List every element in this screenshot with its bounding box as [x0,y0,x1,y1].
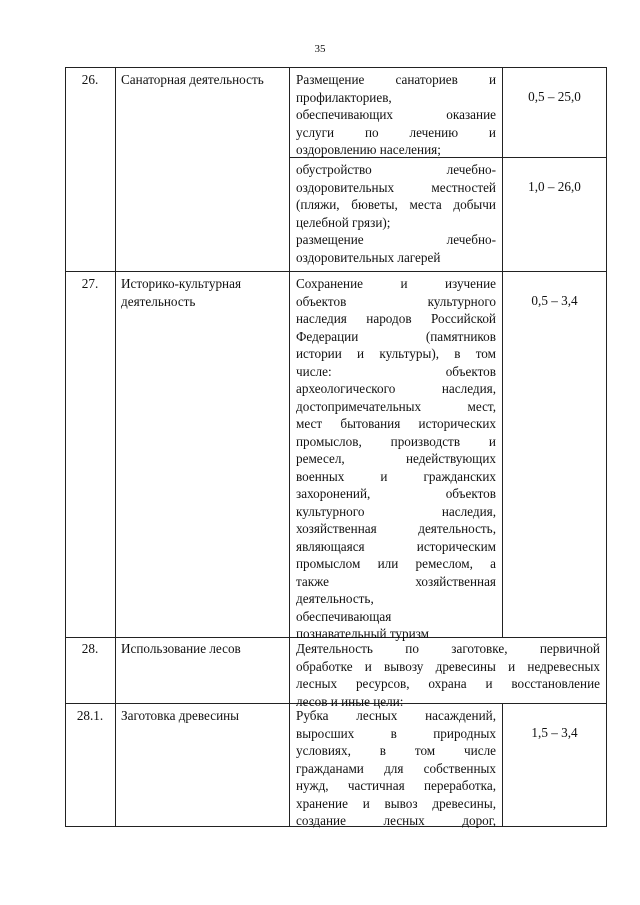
row-divider-26-27 [65,271,607,272]
col-divider-3-upper [502,67,503,637]
row-27-description: Сохранение и изучение объектов культурного наследия народов Российской Федерации (памятников истории и культуры), в том числе: объектов археологического наследия, достопримечательных мест, мест бытования исторических промыслов, производств и ремесел, недействующих военных и гражданских захоронений, объектов культурного наследия, хозяйственная деятельность, являющаяся историческим промыслом или ремеслом, а также хозяйственная деятельность, обеспечивающая познавательный туризм [296,276,496,641]
row-27-name: Историко-культурная деятельность [121,276,242,309]
row-28-name: Использование лесов [121,641,241,656]
row-28-description: Деятельность по заготовке, первичной обработке и вывозу древесины и недревесных лесных ресурсов, охрана и восстановление лесов и иные цели: [296,641,600,709]
table-border-top [65,67,607,68]
table-border-right [606,67,607,827]
row-26-name: Санаторная деятельность [121,72,264,87]
row-27-number: 27. [81,276,99,291]
row-28-1-coefficient: 1,5 – 3,4 [531,725,578,740]
col-divider-2 [289,67,290,827]
row-26-number: 26. [81,72,99,87]
row-26-description-1: Размещение санаториев и профилакториев, обеспечивающих оказание услуги по лечению и оздоровлению населения; [296,72,496,157]
row-28-number: 28. [81,641,99,656]
activity-table [65,67,607,827]
page-number: 35 [314,43,326,55]
row-26-coefficient-1: 0,5 – 25,0 [528,89,581,104]
row-26-description-2: обустройство лечебно- оздоровительных местностей (пляжи, бюветы, места добычи целебной грязи); размещение лечебно- оздоровительных лагерей [296,162,496,265]
row-27-coefficient: 0,5 – 3,4 [531,293,578,308]
col-divider-1 [115,67,116,827]
row-28-1-number: 28.1. [76,708,104,723]
row-28-1-name: Заготовка древесины [121,708,240,723]
col-divider-3-lower [502,703,503,827]
row-26-coefficient-2: 1,0 – 26,0 [528,179,581,194]
row-28-1-description: Рубка лесных насаждений, выросших в природных условиях, в том числе гражданами для собственных нужд, частичная переработка, хранение и вывоз древесины, создание лесных дорог, [296,708,496,828]
